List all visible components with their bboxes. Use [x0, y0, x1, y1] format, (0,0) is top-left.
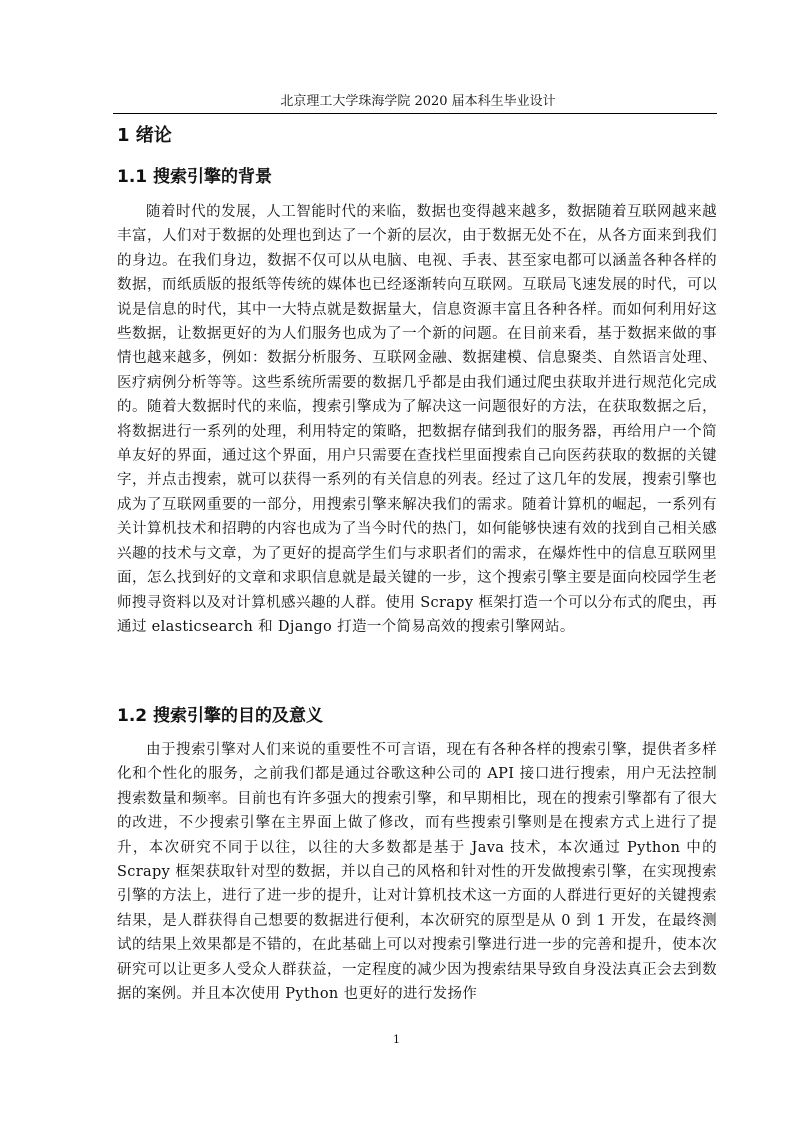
page-number: 1 [393, 1033, 400, 1046]
header-rule [113, 113, 717, 114]
section-title-1-2: 1.2 搜索引擎的目的及意义 [117, 706, 324, 726]
section-1-1-paragraph: 随着时代的发展，人工智能时代的来临，数据也变得越来越多，数据随着互联网越来越丰富，人们对于数据的处理也到达了一个新的层次，由于数据无处不在，从各方面来到我们的身边。在我们身边，数据不仅可以从电脑、电视、手表、甚至家电都可以涵盖各种各样的数据，而纸质版的报纸等传统的媒体也已经逐渐转向互联网。互联局飞速发展的时代，可以说是信息的时代，其中一大特点就是数据量大，信息资源丰富且各种各样。而如何利用好这些数据，让数据更好的为人们服务也成为了一个新的问题。在目前来看，基于数据来做的事情也越来越多，例如：数据分析服务、互联网金融、数据建模、信息聚类、自然语言处理、医疗病例分析等等。这些系统所需要的数据几乎都是由我们通过爬虫获取并进行规范化完成的。随着大数据时代的来临，搜索引擎成为了解决这一问题很好的方法，在获取数据之后，将数据进行一系列的处理，利用特定的策略，把数据存储到我们的服务器，再给用户一个简单友好的界面，通过这个界面，用户只需要在查找栏里面搜索自己向医药获取的数据的关键字，并点击搜索，就可以获得一系列的有关信息的列表。经过了这几年的发展，搜索引擎也成为了互联网重要的一部分，用搜索引擎来解决我们的需求。随着计算机的崛起，一系列有关计算机技术和招聘的内容也成为了当今时代的热门，如何能够快速有效的找到自己相关感兴趣的技术与文章，为了更好的提高学生们与求职者们的需求，在爆炸性中的信息互联网里面，怎么找到好的文章和求职信息就是最关键的一步，这个搜索引擎主要是面向校园学生老师搜寻资料以及对计算机感兴趣的人群。使用 Scrapy 框架打造一个可以分布式的爬虫，再通过 elasticsearch 和 Django 打造一个简易高效的搜索引擎网站。 [117, 204, 717, 635]
section-title-1-1: 1.1 搜索引擎的背景 [117, 167, 273, 187]
section-1-2-paragraph: 由于搜索引擎对人们来说的重要性不可言语，现在有各种各样的搜索引擎，提供者多样化和个性化的服务，之前我们都是通过谷歌这种公司的 API 接口进行搜索，用户无法控制搜索数量和频率。目前也有许多强大的搜索引擎，和早期相比，现在的搜索引擎都有了很大的改进，不少搜索引擎在主界面上做了修改，而有些搜索引擎则是在搜索方式上进行了提升，本次研究不同于以往，以往的大多数都是基于 Java 技术，本次通过 Python 中的 Scrapy 框架获取针对型的数据，并以自己的风格和针对性的开发做搜索引擎，在实现搜索引擎的方法上，进行了进一步的提升，让对计算机技术这一方面的人群进行更好的关键搜索结果，是人群获得自己想要的数据进行便利，本次研究的原型是从 0 到 1 开发，在最终测试的结果上效果都是不错的，在此基础上可以对搜索引擎进行进一步的完善和提升，使本次研究可以让更多人受众人群获益，一定程度的减少因为搜索结果导致自身没法真正会去到数据的案例。并且本次使用 Python 也更好的进行发扬作 [117, 742, 717, 1003]
chapter-title: 1 绪论 [117, 125, 172, 146]
running-header: 北京理工大学珠海学院 2020 届本科生毕业设计 [280, 94, 556, 109]
